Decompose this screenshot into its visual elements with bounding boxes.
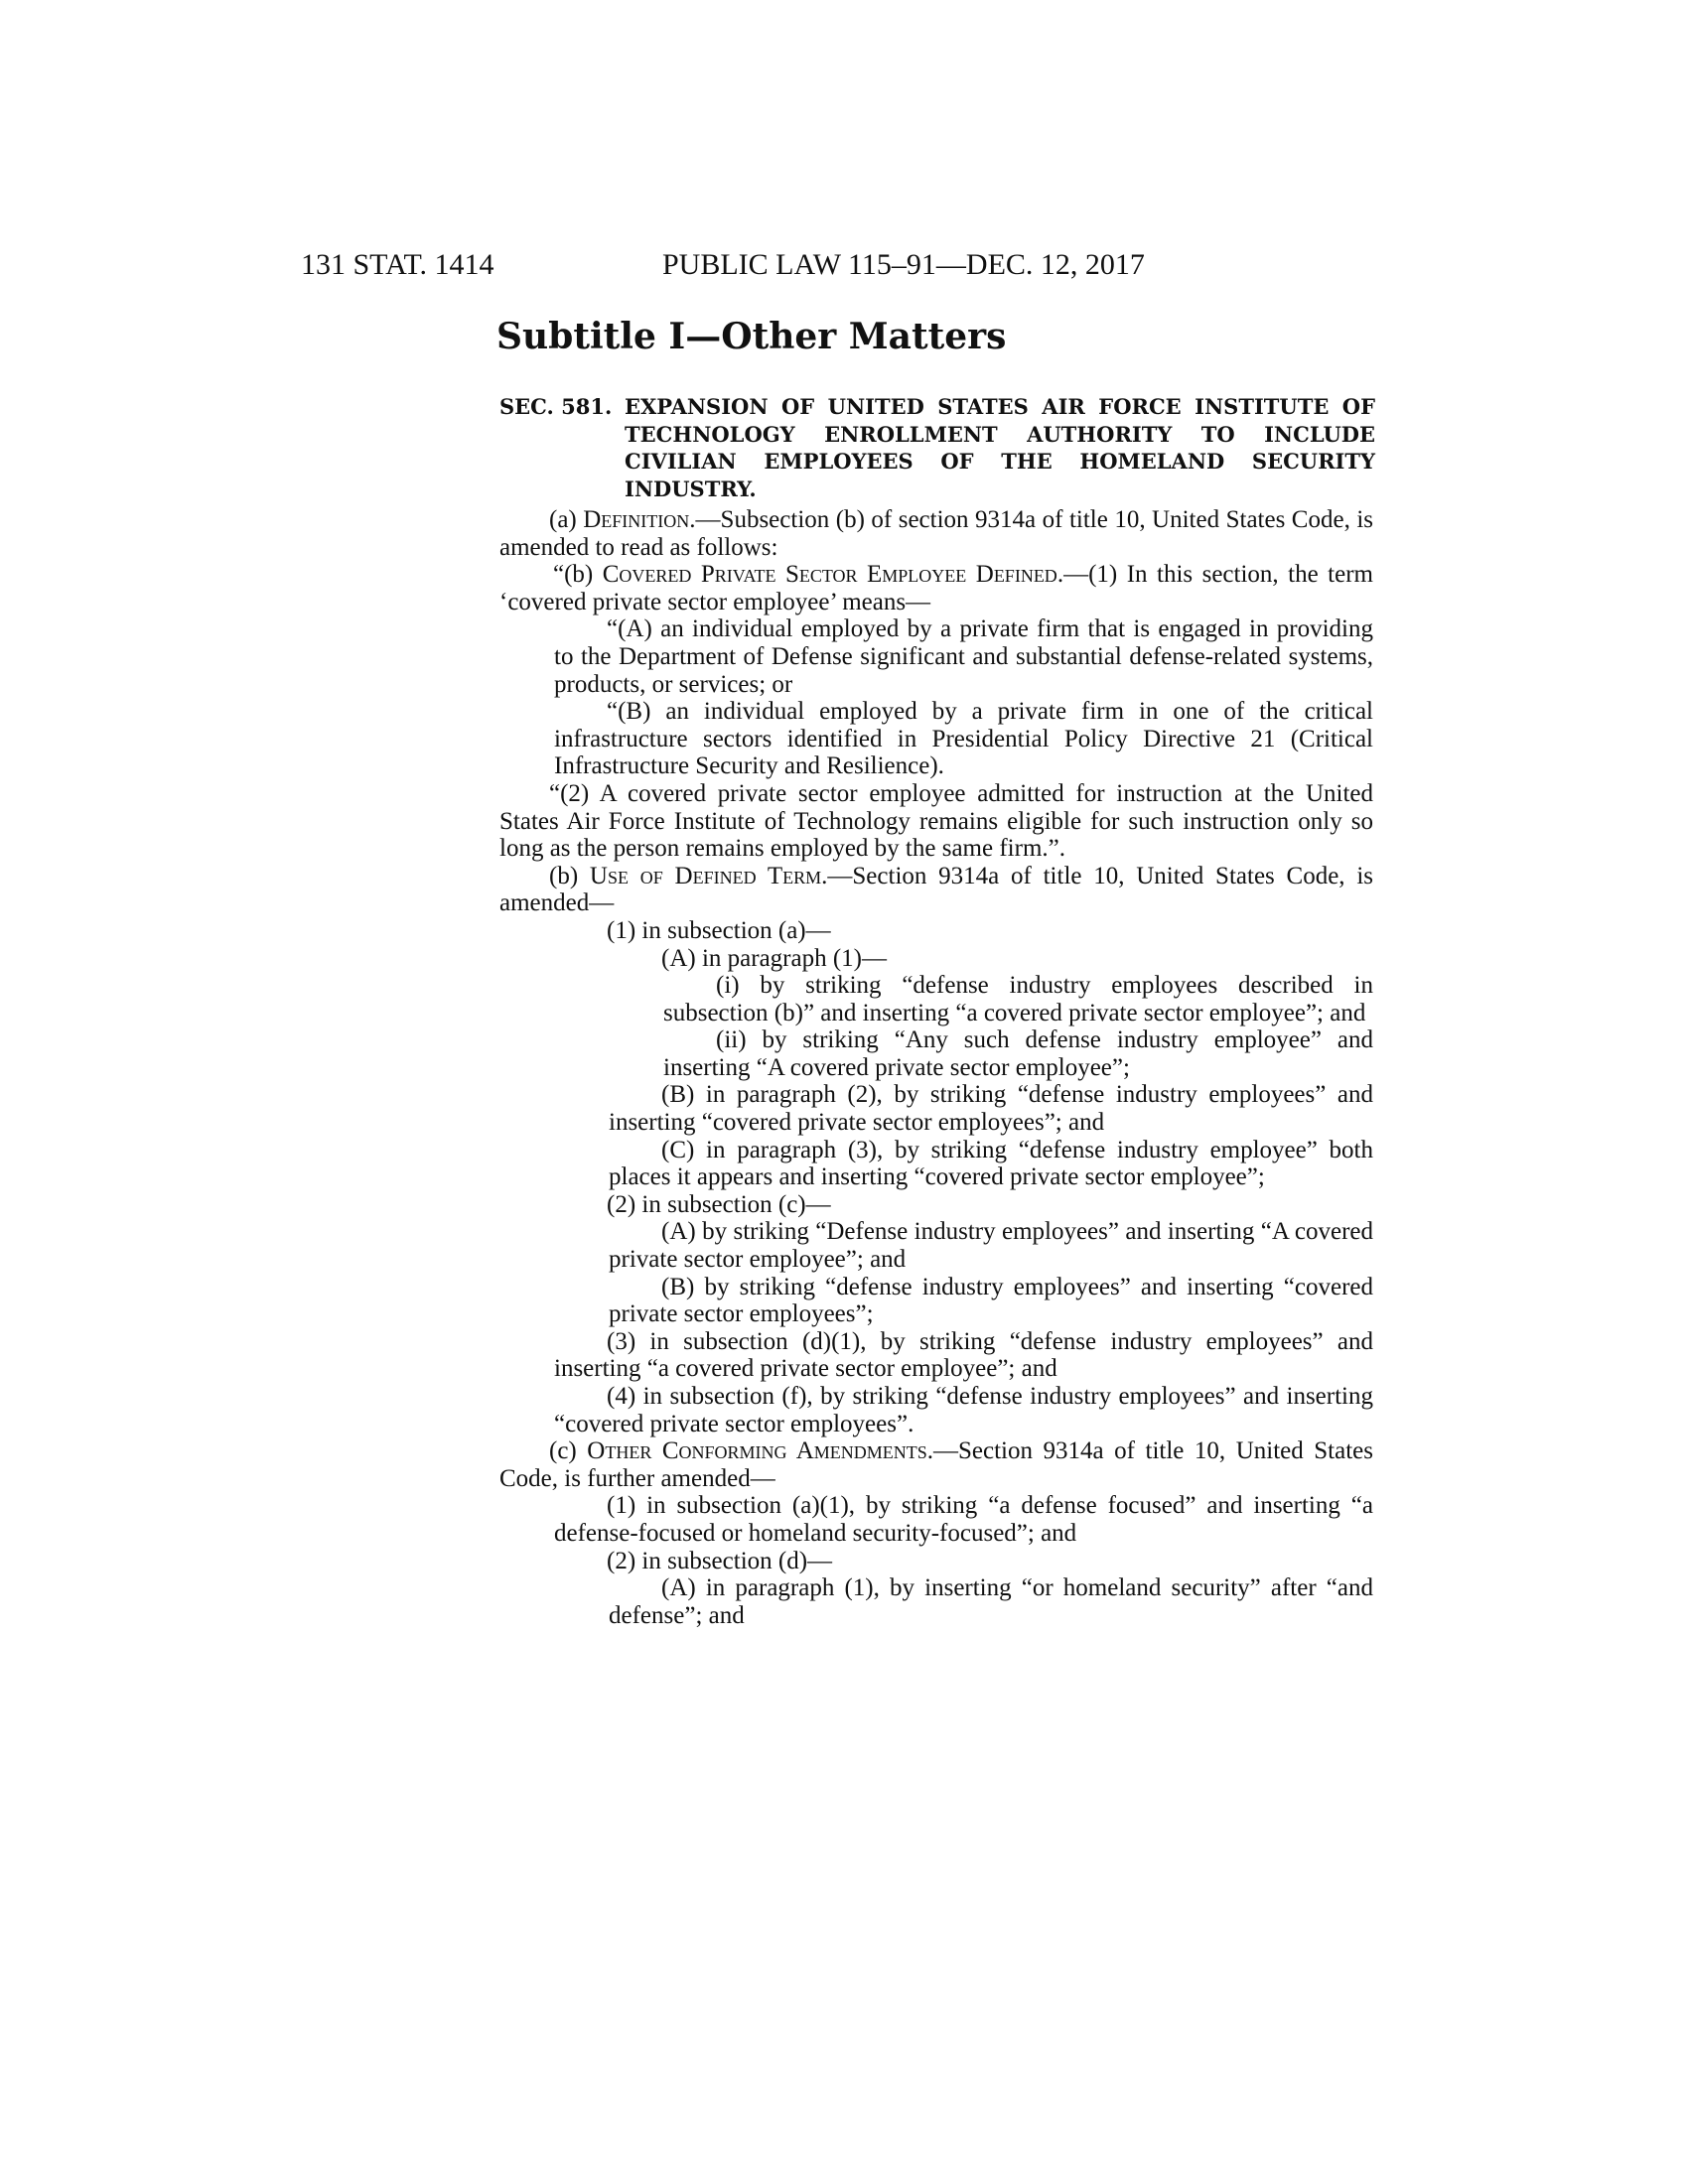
- paragraph-text: (4) in subsection (f), by striking “defense industry employees” and inserting “covered private sector employees”.: [554, 1383, 1373, 1437]
- subsection-b: [499, 863, 1373, 917]
- paragraph-text: (3) in subsection (d)(1), by striking “defense industry employees” and inserting “a covered private sector employee”; and: [554, 1327, 1373, 1383]
- clause-text: (i) by striking “defense industry employees described in subsection (b)” and inserting “a covered private sector employee”; and: [663, 972, 1373, 1026]
- section-number: SEC. 581.: [499, 394, 613, 419]
- subsection-text: .—(1) In this section, the term ‘covered private sector employee’ means—: [499, 561, 1373, 615]
- paragraph-text: “(2) A covered private sector employee admitted for instruction at the United States Air Force Institute of Technology remains eligible for such instruction only so long as the person remains employed by the same firm.”.: [499, 779, 1373, 863]
- subsection-heading: Covered Private Sector Employee Defined: [602, 561, 1057, 589]
- subsection-heading: Definition: [583, 506, 690, 533]
- subsection-text: .—Section 9314a of title 10, United States Code, is amended—: [499, 862, 1373, 917]
- subsection-label: “(b): [553, 561, 603, 589]
- subparagraph-text: (A) in paragraph (1), by inserting “or homeland security” after “and defense”; and: [609, 1574, 1373, 1629]
- subsection-c: [499, 1437, 1373, 1492]
- public-law-reference: PUBLIC LAW 115–91—DEC. 12, 2017: [662, 248, 1145, 281]
- clause-text: “(B) an individual employed by a private firm in one of the critical infrastructure sectors identified in Presidential Policy Directive 21 (Critical Infrastructure Security and Resilience).: [554, 698, 1373, 780]
- subsection-heading: Other Conforming Amendments: [587, 1437, 927, 1465]
- subsection-label: (b): [549, 862, 590, 889]
- subsection-a: [499, 506, 1373, 561]
- subsection-label: (a): [549, 506, 584, 533]
- subsection-text: .—Subsection (b) of section 9314a of title 10, United States Code, is amended to read as follows:: [499, 506, 1374, 561]
- section-heading: [499, 393, 1375, 502]
- subsection-heading: Use of Defined Term: [589, 862, 822, 889]
- paragraph-text: (1) in subsection (a)—: [607, 916, 831, 944]
- subsection-label: (c): [549, 1437, 588, 1465]
- subtitle-heading: Subtitle I—Other Matters: [496, 316, 1007, 357]
- paragraph-text: (1) in subsection (a)(1), by striking “a defense focused” and inserting “a defense-focused or homeland security-focused”; and: [554, 1492, 1373, 1547]
- clause-text: “(A) an individual employed by a private firm that is engaged in providing to the Department of Defense significant and substantial defense-related systems, products, or services; or: [554, 615, 1373, 698]
- subsection-text: .—Section 9314a of title 10, United States Code, is further amended—: [499, 1437, 1373, 1492]
- clause-text: (ii) by striking “Any such defense industry employee” and inserting “A covered private sector employee”;: [663, 1026, 1373, 1081]
- running-header: [301, 248, 1214, 288]
- section-body: [499, 506, 1373, 1629]
- paragraph-text: (2) in subsection (d)—: [607, 1547, 833, 1574]
- subparagraph-text: (A) in paragraph (1)—: [661, 944, 887, 972]
- subparagraph-text: (B) in paragraph (2), by striking “defense industry employees” and inserting “covered private sector employees”; and: [609, 1081, 1373, 1137]
- subparagraph-text: (A) by striking “Defense industry employees” and inserting “A covered private sector employee”; and: [609, 1218, 1373, 1274]
- subparagraph-text: (C) in paragraph (3), by striking “defense industry employee” both places it appears and inserting “covered private sector employee”;: [609, 1136, 1373, 1191]
- subparagraph-text: (B) by striking “defense industry employees” and inserting “covered private sector employees”;: [609, 1273, 1373, 1328]
- statute-page-reference: 131 STAT. 1414: [301, 248, 494, 281]
- paragraph-text: (2) in subsection (c)—: [607, 1190, 831, 1218]
- section-title: EXPANSION OF UNITED STATES AIR FORCE INSTITUTE OF TECHNOLOGY ENROLLMENT AUTHORITY TO INCLUDE CIVILIAN EMPLOYEES OF THE HOMELAND SECURITY INDUSTRY.: [625, 394, 1375, 501]
- quoted-subsection-b: [499, 561, 1373, 615]
